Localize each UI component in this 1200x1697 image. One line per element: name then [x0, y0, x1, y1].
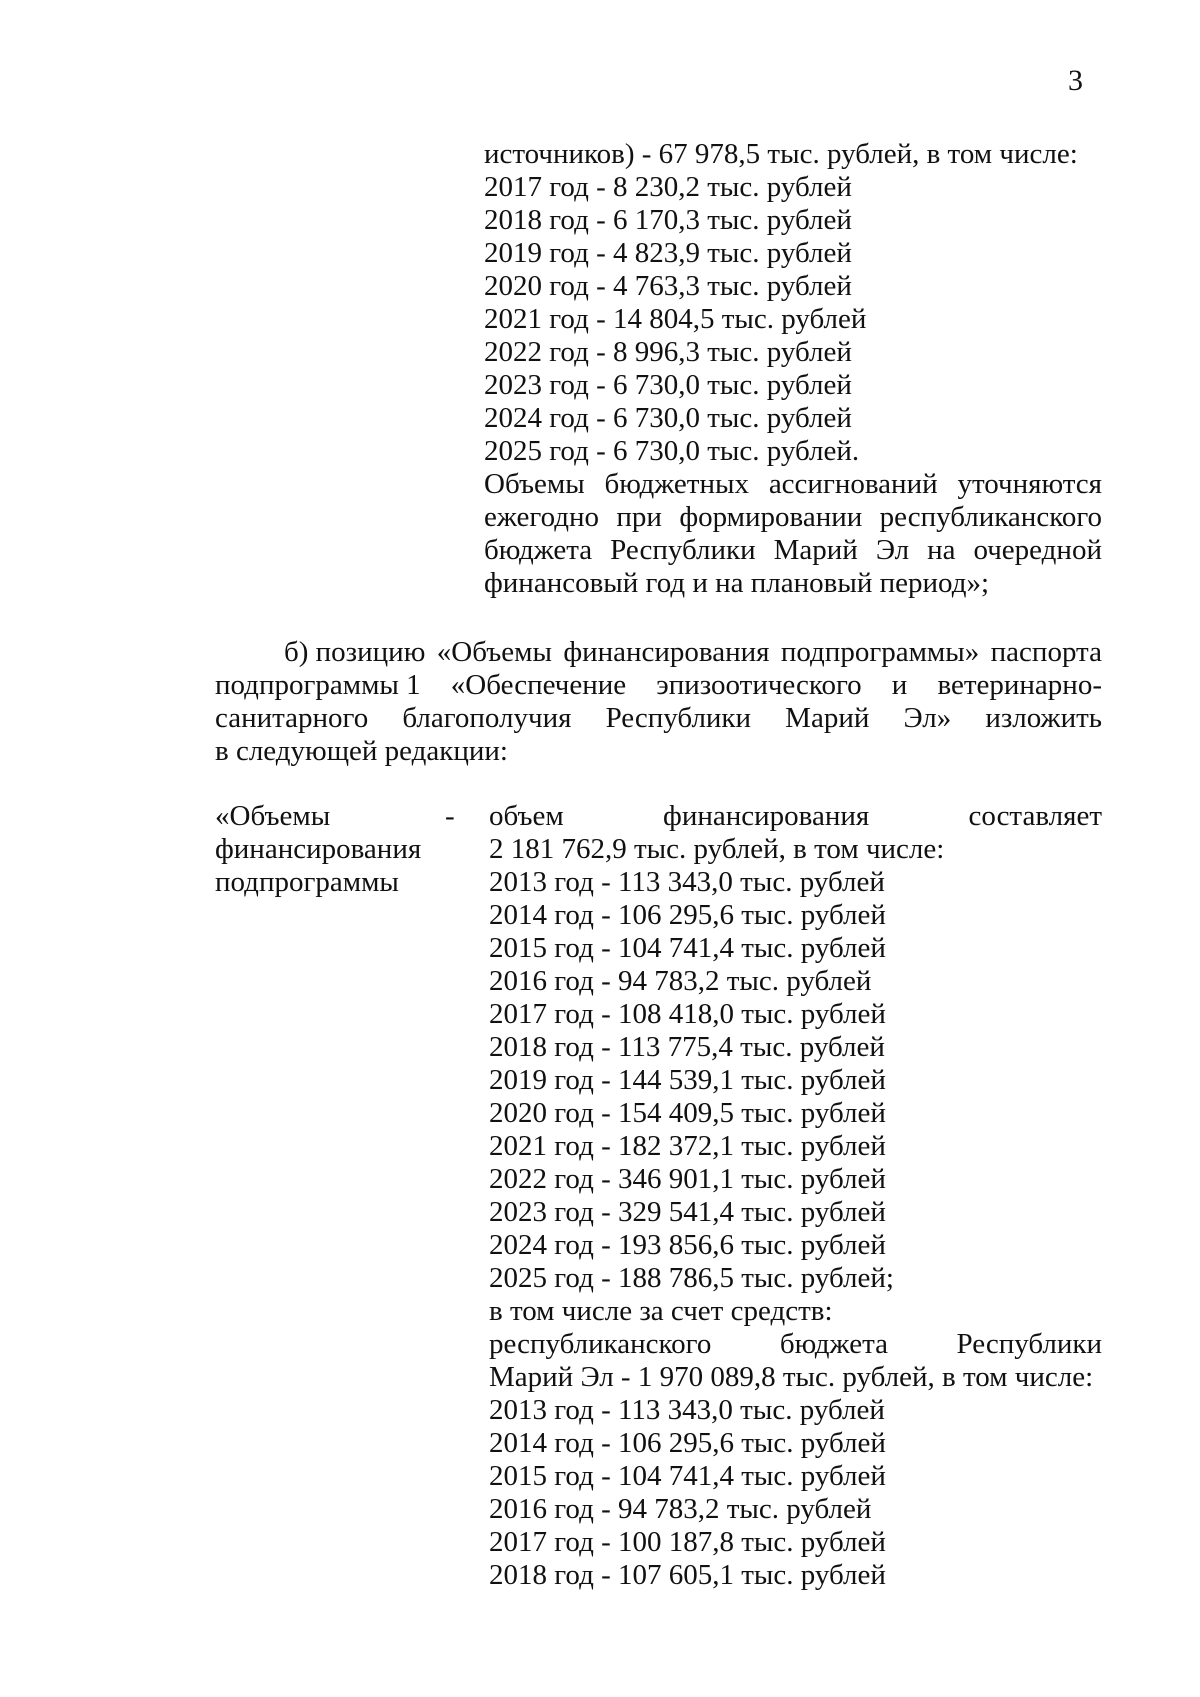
- year-line: 2020 год - 154 409,5 тыс. рублей: [489, 1097, 886, 1129]
- year-line: 2019 год - 144 539,1 тыс. рублей: [489, 1064, 886, 1096]
- year-line: 2014 год - 106 295,6 тыс. рублей: [489, 899, 886, 931]
- passport-label: «Объемы: [215, 800, 331, 832]
- budget-line: республиканского бюджета Республики: [489, 1328, 1102, 1360]
- year-line: 2021 год - 182 372,1 тыс. рублей: [489, 1130, 886, 1162]
- funds-line: в том числе за счет средств:: [489, 1295, 833, 1327]
- note-line: Объемы бюджетных ассигнований уточняются: [484, 468, 1102, 500]
- year-line: 2023 год - 6 730,0 тыс. рублей: [484, 369, 852, 401]
- passport-first-line: объем финансирования составляет: [489, 800, 1102, 832]
- total-line: 2 181 762,9 тыс. рублей, в том числе:: [489, 833, 945, 865]
- year-line: 2025 год - 188 786,5 тыс. рублей;: [489, 1262, 894, 1294]
- budget-year-line: 2015 год - 104 741,4 тыс. рублей: [489, 1460, 886, 1492]
- budget-total-line: Марий Эл - 1 970 089,8 тыс. рублей, в том числе:: [489, 1361, 1094, 1393]
- year-line: 2020 год - 4 763,3 тыс. рублей: [484, 270, 852, 302]
- year-line: 2023 год - 329 541,4 тыс. рублей: [489, 1196, 886, 1228]
- year-line: 2017 год - 8 230,2 тыс. рублей: [484, 171, 852, 203]
- year-line: 2022 год - 346 901,1 тыс. рублей: [489, 1163, 886, 1195]
- paragraph-line: санитарного благополучия Республики Марий Эл» изложить: [215, 702, 1102, 734]
- budget-year-line: 2017 год - 100 187,8 тыс. рублей: [489, 1526, 886, 1558]
- paragraph-line: в следующей редакции:: [215, 735, 508, 767]
- budget-year-line: 2018 год - 107 605,1 тыс. рублей: [489, 1559, 886, 1591]
- passport-dash: -: [445, 800, 455, 832]
- budget-year-line: 2016 год - 94 783,2 тыс. рублей: [489, 1493, 872, 1525]
- year-line: 2017 год - 108 418,0 тыс. рублей: [489, 998, 886, 1030]
- year-line: 2018 год - 6 170,3 тыс. рублей: [484, 204, 852, 236]
- passport-label: финансирования: [215, 833, 422, 865]
- note-line: ежегодно при формировании республиканского: [484, 501, 1102, 533]
- year-line: 2016 год - 94 783,2 тыс. рублей: [489, 965, 872, 997]
- year-line: 2022 год - 8 996,3 тыс. рублей: [484, 336, 852, 368]
- paragraph-line: подпрограммы 1 «Обеспечение эпизоотического и ветеринарно-: [215, 669, 1102, 701]
- year-line: 2019 год - 4 823,9 тыс. рублей: [484, 237, 852, 269]
- year-line: 2024 год - 193 856,6 тыс. рублей: [489, 1229, 886, 1261]
- year-line: 2018 год - 113 775,4 тыс. рублей: [489, 1031, 885, 1063]
- budget-year-line: 2014 год - 106 295,6 тыс. рублей: [489, 1427, 886, 1459]
- year-line: 2021 год - 14 804,5 тыс. рублей: [484, 303, 867, 335]
- sources-line: источников) - 67 978,5 тыс. рублей, в том числе:: [484, 138, 1078, 170]
- year-line: 2024 год - 6 730,0 тыс. рублей: [484, 402, 852, 434]
- year-line: 2013 год - 113 343,0 тыс. рублей: [489, 866, 885, 898]
- page-number: 3: [1068, 64, 1083, 97]
- note-line: бюджета Республики Марий Эл на очередной: [484, 534, 1102, 566]
- budget-year-line: 2013 год - 113 343,0 тыс. рублей: [489, 1394, 885, 1426]
- passport-label: подпрограммы: [215, 866, 399, 898]
- year-line: 2025 год - 6 730,0 тыс. рублей.: [484, 435, 860, 467]
- year-line: 2015 год - 104 741,4 тыс. рублей: [489, 932, 886, 964]
- paragraph-line: б) позицию «Объемы финансирования подпрограммы» паспорта: [284, 636, 1102, 668]
- note-line: финансовый год и на плановый период»;: [484, 567, 990, 599]
